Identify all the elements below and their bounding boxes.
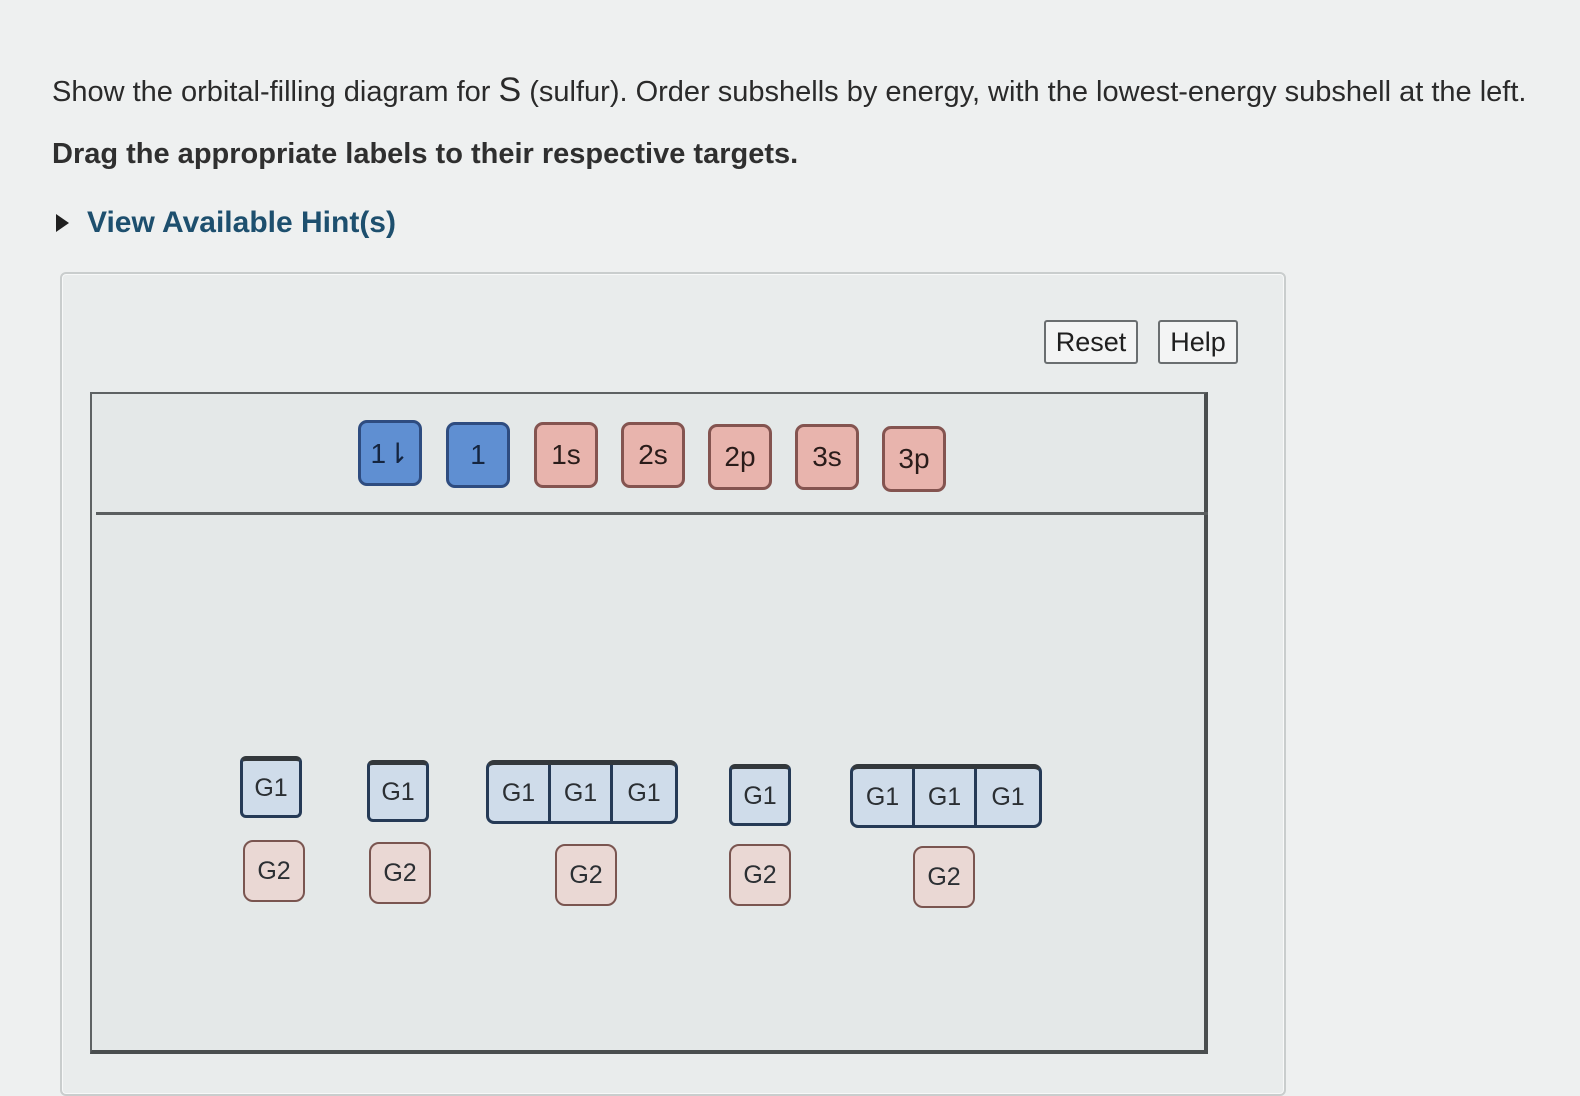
orbital-target-g1[interactable]: G1 bbox=[240, 756, 302, 818]
question-prefix: Show the orbital-filling diagram for bbox=[52, 76, 491, 108]
view-hints-toggle[interactable] bbox=[56, 206, 396, 240]
label-2s[interactable]: 2s bbox=[621, 422, 685, 488]
drag-drop-workspace bbox=[90, 392, 1208, 1054]
label-single-electron[interactable]: 1 bbox=[446, 422, 510, 488]
question-prompt bbox=[52, 72, 1562, 110]
label-paired-electrons[interactable]: 1⇂ bbox=[358, 420, 422, 486]
label-3p[interactable]: 3p bbox=[882, 426, 946, 492]
orbital-target-g1[interactable]: G1 bbox=[551, 765, 613, 821]
orbital-target-g1[interactable]: G1 bbox=[729, 764, 791, 826]
question-suffix: (sulfur). Order subshells by energy, with the lowest-energy subshell at the left. bbox=[529, 76, 1527, 108]
subshell-target-g2[interactable]: G2 bbox=[555, 844, 617, 906]
help-button[interactable]: Help bbox=[1158, 320, 1238, 364]
orbital-target-g1[interactable]: G1 bbox=[367, 760, 429, 822]
question-text-block bbox=[52, 72, 1562, 172]
orbital-target-g1[interactable]: G1 bbox=[991, 782, 1025, 811]
subshell-target-g2[interactable]: G2 bbox=[913, 846, 975, 908]
element-symbol: S bbox=[498, 71, 522, 109]
subshell-target-g2[interactable]: G2 bbox=[729, 844, 791, 906]
label-3s[interactable]: 3s bbox=[795, 424, 859, 490]
view-hints-label[interactable]: View Available Hint(s) bbox=[87, 206, 396, 239]
subshell-target-g2[interactable]: G2 bbox=[369, 842, 431, 904]
orbital-target-g1[interactable]: G1 bbox=[627, 778, 661, 807]
triangle-right-icon bbox=[56, 214, 69, 232]
label-2p[interactable]: 2p bbox=[708, 424, 772, 490]
orbital-target-g1[interactable]: G1 bbox=[915, 769, 977, 825]
subshell-target-g2[interactable]: G2 bbox=[243, 840, 305, 902]
label-tray-divider bbox=[96, 512, 1208, 515]
orbital-target-g1[interactable]: G1 bbox=[853, 769, 915, 825]
orbital-target-g1[interactable]: G1 bbox=[489, 765, 551, 821]
label-1s[interactable]: 1s bbox=[534, 422, 598, 488]
orbital-target-group-3 bbox=[486, 760, 678, 824]
reset-button[interactable]: Reset bbox=[1044, 320, 1138, 364]
orbital-target-group-5 bbox=[850, 764, 1042, 828]
drag-instruction: Drag the appropriate labels to their respective targets. bbox=[52, 138, 799, 170]
